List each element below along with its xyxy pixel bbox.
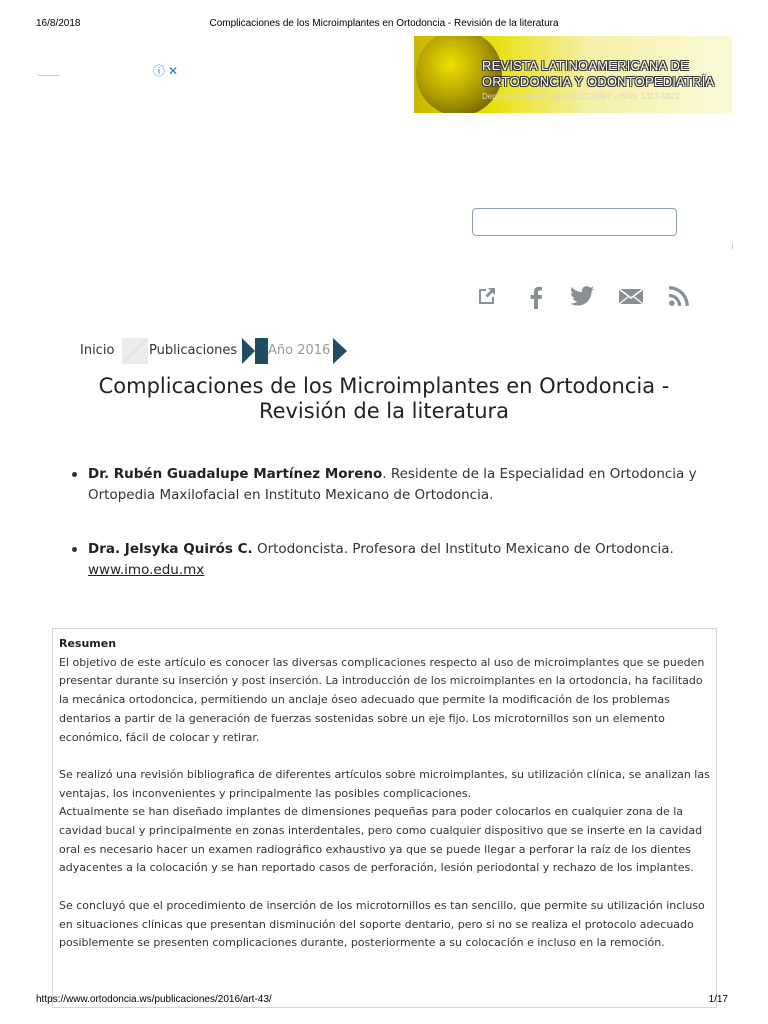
title-line2: Revisión de la literatura	[258, 399, 510, 423]
abstract-paragraph: Se realizó una revisión bibliografica de diferentes artículos sobre microimplantes, su utilización clínica, se analizan las ventajas, los inconvenientes y principalmente las posibles complicaciones.	[59, 767, 710, 800]
rss-icon[interactable]	[668, 285, 690, 307]
banner-title-line2: ORTODONCIA Y ODONTOPEDIATRÍA	[482, 74, 715, 89]
divider	[732, 243, 733, 249]
abstract-paragraph: El objetivo de este artículo es conocer las diversas complicaciones respecto al uso de microimplantes que se pueden presentar durante su inserción y post inserción. La introducción de los microimplantes en la ortodoncia, ha facilitado la mecánica ortodoncica, permitiendo un anclaje óseo adecuado que permite la modificación de los problemas dentarios a partir de la generación de fuerzas sostenidas sobre un eje fijo. Los microtornillos son un elemento económico, fácil de colocar y retirar.	[59, 655, 705, 744]
breadcrumb-separator	[122, 338, 148, 364]
breadcrumb-arrow-icon	[333, 338, 347, 364]
print-url: https://www.ortodoncia.ws/publicaciones/2016/art-43/	[36, 994, 272, 1005]
breadcrumb-publications[interactable]: Publicaciones	[149, 343, 238, 358]
banner-legal: Depósito Legal Nº: pp200102CS997 - ISSN: 1317-5823	[482, 92, 680, 101]
abstract-box	[52, 628, 717, 1008]
author-desc: Ortodoncista. Profesora del Instituto Mexicano de Ortodoncia.	[252, 541, 674, 557]
print-page-number: 1/17	[708, 994, 728, 1005]
author-name: Dra. Jelsyka Quirós C.	[88, 541, 253, 557]
print-page-title: Complicaciones de los Microimplantes en Ortodoncia - Revisión de la literatura	[209, 18, 559, 29]
close-icon[interactable]: ✕	[168, 64, 179, 78]
journal-banner[interactable]	[414, 36, 732, 113]
ad-placeholder	[38, 75, 60, 76]
print-date: 16/8/2018	[36, 18, 81, 29]
author-list	[70, 464, 710, 614]
author-item	[70, 539, 710, 581]
author-item	[70, 464, 710, 506]
info-icon[interactable]: ⓘ	[153, 64, 166, 78]
abstract-paragraph: Actualmente se han diseñado implantes de dimensiones pequeñas para poder colocarlos en cualquier zona de la cavidad bucal y principalmente en zonas interdentales, pero como cualquier dispositivo que se inserte en la cavidad oral es necesario hacer un examen radiográfico exhaustivo ya que se puede llegar a perforar la raíz de los dientes adyacentes a la colocación y se han reportado casos de perforación, lesión periodontal y rechazo de los implantes.	[59, 805, 703, 875]
banner-title-line1: REVISTA LATINOAMERICANA DE	[482, 58, 689, 73]
share-icon[interactable]	[476, 285, 498, 307]
author-name: Dr. Rubén Guadalupe Martínez Moreno	[88, 466, 383, 482]
breadcrumb-year[interactable]: Año 2016	[268, 343, 331, 358]
breadcrumb-home[interactable]: Inicio	[80, 343, 115, 358]
page-title	[40, 374, 728, 424]
author-link[interactable]: www.imo.edu.mx	[88, 562, 205, 578]
ad-controls	[153, 62, 181, 79]
author-desc: . Residente de la Especialidad en Ortodoncia y Ortopedia Maxilofacial en Instituto Mexicano de Ortodoncia.	[88, 466, 697, 503]
facebook-icon[interactable]	[526, 285, 546, 309]
breadcrumb	[0, 338, 768, 364]
abstract-paragraph: Se concluyó que el procedimiento de inserción de los microtornillos es tan sencillo, que permite su utilización incluso en situaciones clínicas que presentan disminución del soporte dentario, pero si no se realiza el protocolo adecuado posiblemente se presenten complicaciones durante, posteriormente a su colocación e incluso en la remoción.	[59, 898, 705, 950]
title-line1: Complicaciones de los Microimplantes en Ortodoncia -	[98, 374, 670, 398]
email-icon[interactable]	[618, 285, 644, 307]
twitter-icon[interactable]	[570, 285, 594, 307]
breadcrumb-separator	[242, 338, 268, 364]
abstract-title: Resumen	[59, 637, 117, 650]
search-input[interactable]	[472, 208, 677, 236]
